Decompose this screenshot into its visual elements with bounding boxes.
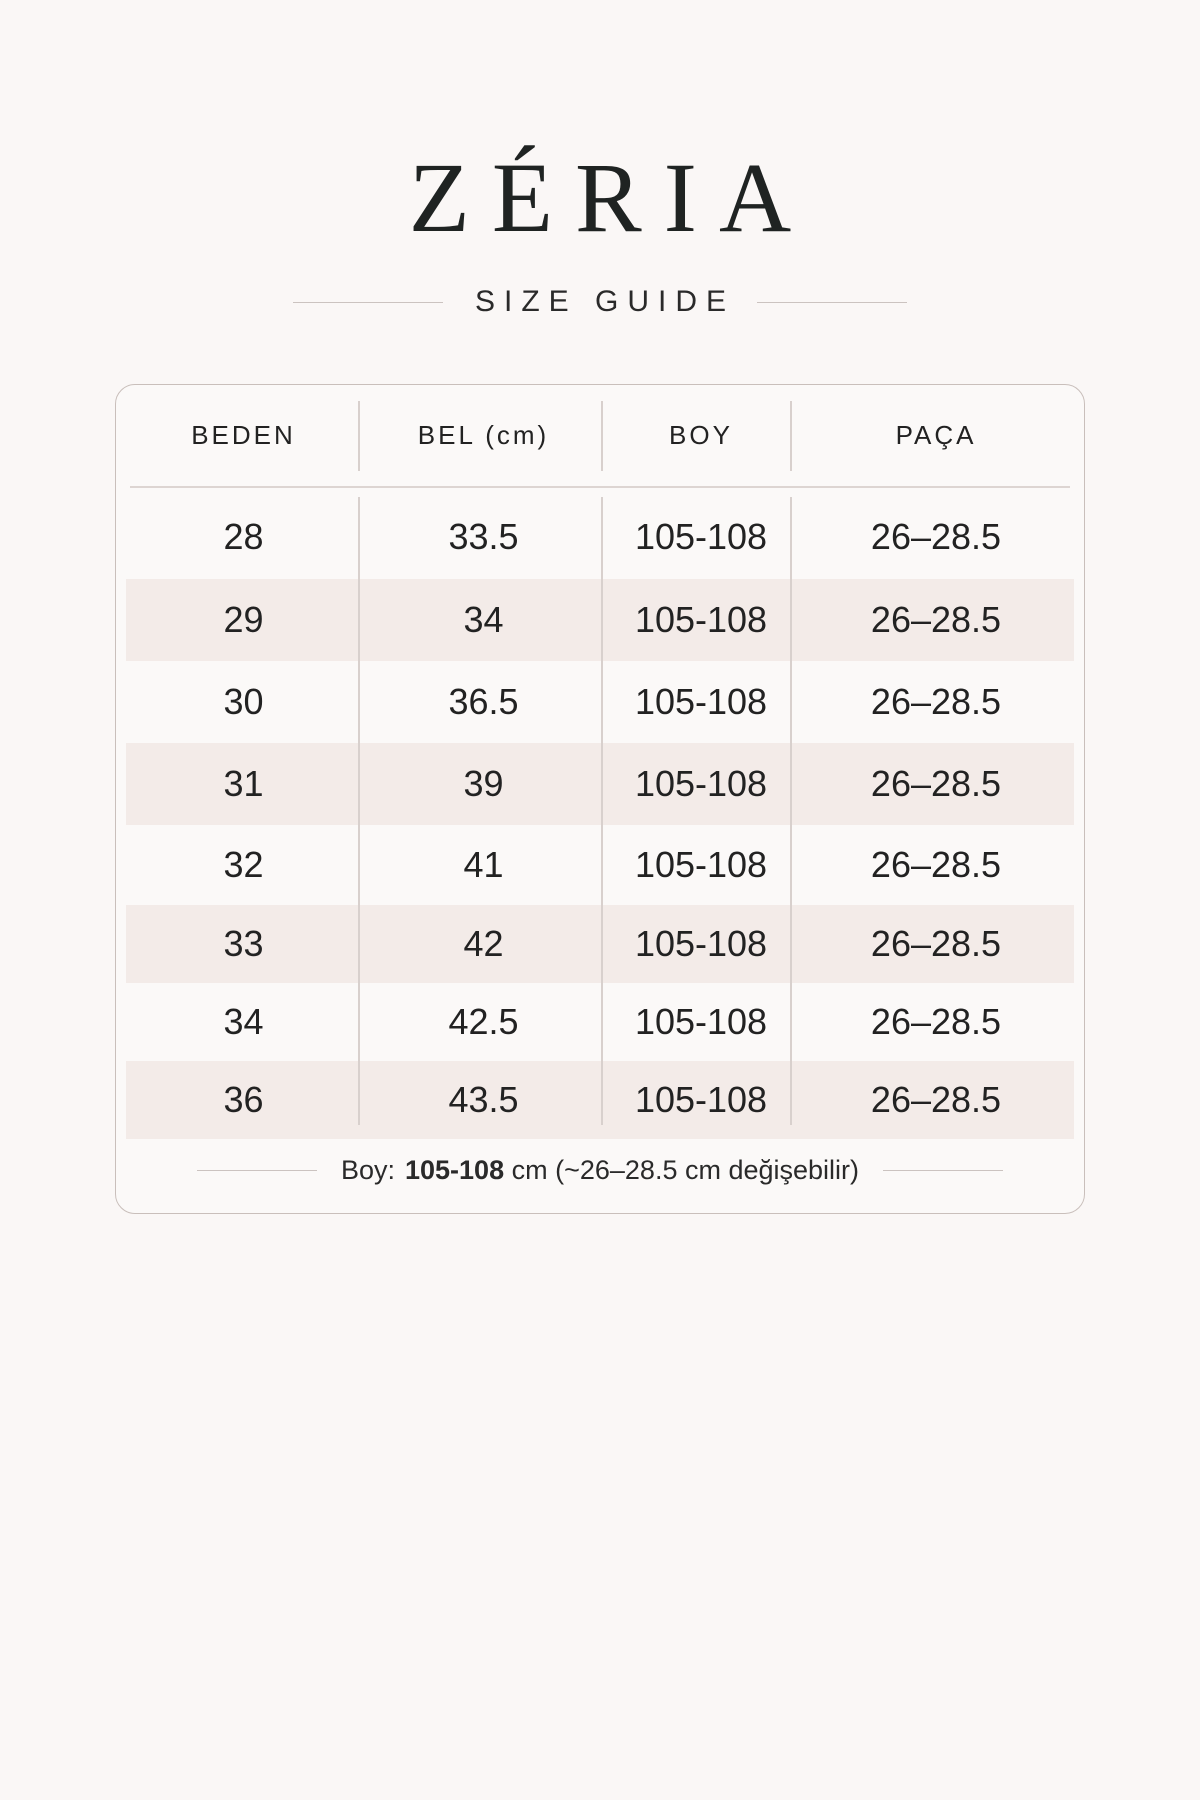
cell-boy: 105-108 [634, 923, 768, 964]
column-divider [601, 497, 603, 1125]
cell-paca: 26–28.5 [870, 844, 1002, 885]
header-beden: BEDEN [191, 419, 296, 450]
cell-beden: 34 [223, 1001, 264, 1042]
size-table-card [115, 384, 1085, 1214]
cell-paca: 26–28.5 [870, 1001, 1002, 1042]
table-row [126, 1061, 1074, 1139]
table-row [126, 579, 1074, 661]
cell-boy: 105-108 [634, 1001, 768, 1042]
table-row [126, 825, 1074, 905]
cell-beden: 36 [223, 1079, 264, 1120]
cell-beden: 32 [223, 844, 264, 885]
cell-bel: 39 [463, 763, 504, 804]
header-paca: PAÇA [895, 419, 977, 450]
cell-bel: 33.5 [448, 516, 519, 557]
brand-logo: ZÉRIA [408, 142, 814, 253]
table-row [126, 743, 1074, 825]
header-divider [790, 401, 792, 471]
cell-beden: 31 [223, 763, 264, 804]
page-subtitle: SIZE GUIDE [474, 285, 736, 318]
table-row [126, 983, 1074, 1061]
cell-beden: 29 [223, 599, 264, 640]
cell-beden: 33 [223, 923, 264, 964]
footer-value: 105-108 [405, 1154, 505, 1185]
cell-boy: 105-108 [634, 681, 768, 722]
cell-paca: 26–28.5 [870, 516, 1002, 557]
cell-paca: 26–28.5 [870, 1079, 1002, 1120]
table-row [126, 495, 1074, 579]
subtitle-row [0, 284, 1200, 320]
cell-paca: 26–28.5 [870, 681, 1002, 722]
cell-boy: 105-108 [634, 763, 768, 804]
cell-bel: 42.5 [448, 1001, 519, 1042]
header-boy: BOY [669, 419, 733, 450]
column-divider [358, 497, 360, 1125]
header-bel: BEL (cm) [417, 419, 550, 450]
cell-boy: 105-108 [634, 516, 768, 557]
cell-bel: 42 [463, 923, 504, 964]
cell-bel: 36.5 [448, 681, 519, 722]
footer-label: Boy: [340, 1154, 395, 1185]
cell-bel: 43.5 [448, 1079, 519, 1120]
footer-text [341, 1155, 859, 1186]
cell-beden: 30 [223, 681, 264, 722]
cell-bel: 34 [463, 599, 504, 640]
footer-divider-right [883, 1170, 1003, 1171]
table-row [126, 661, 1074, 743]
column-divider [790, 497, 792, 1125]
footer-note-text: cm (~26–28.5 cm değişebilir) [511, 1154, 860, 1185]
cell-paca: 26–28.5 [870, 763, 1002, 804]
cell-beden: 28 [223, 516, 264, 557]
header-separator [130, 486, 1070, 488]
header-divider [358, 401, 360, 471]
subtitle-divider-right [757, 302, 907, 303]
cell-boy: 105-108 [634, 844, 768, 885]
cell-boy: 105-108 [634, 1079, 768, 1120]
table-row [126, 905, 1074, 983]
cell-paca: 26–28.5 [870, 599, 1002, 640]
subtitle-divider-left [293, 302, 443, 303]
table-header [116, 385, 1084, 485]
cell-paca: 26–28.5 [870, 923, 1002, 964]
cell-boy: 105-108 [634, 599, 768, 640]
cell-bel: 41 [463, 844, 504, 885]
header-divider [601, 401, 603, 471]
footer-divider-left [197, 1170, 317, 1171]
footer-note [116, 1155, 1084, 1185]
